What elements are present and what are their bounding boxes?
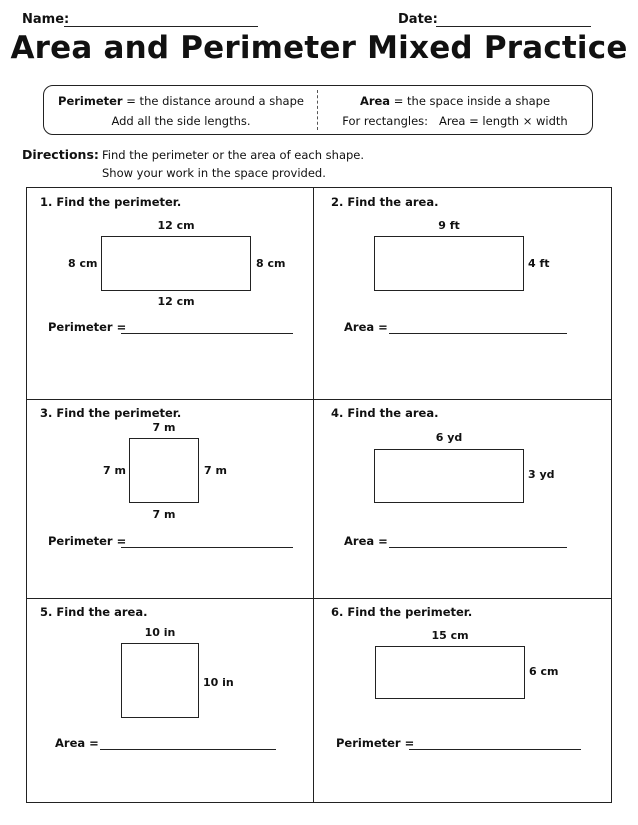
- problem-1-right-label: 8 cm: [256, 257, 286, 270]
- directions-line-1: Find the perimeter or the area of each shape.: [102, 148, 365, 162]
- problem-5-answer-field[interactable]: [100, 749, 276, 750]
- problem-3-square: [129, 438, 199, 503]
- problem-6-answer-field[interactable]: [409, 749, 581, 750]
- problem-4-answer-label: Area =: [344, 534, 388, 548]
- problem-6-right-label: 6 cm: [529, 665, 559, 678]
- problem-2-answer-field[interactable]: [389, 333, 567, 334]
- perimeter-term: Perimeter: [58, 94, 123, 108]
- problem-3-top-label: 7 m: [152, 421, 176, 434]
- problem-1-left-label: 8 cm: [68, 257, 98, 270]
- name-label: Name:: [22, 12, 70, 27]
- problem-2-answer-label: Area =: [344, 320, 388, 334]
- directions-line-2: Show your work in the space provided.: [102, 166, 326, 180]
- problem-3-answer-field[interactable]: [121, 547, 293, 548]
- problem-4-top-label: 6 yd: [435, 431, 463, 444]
- grid-divider-vertical: [313, 187, 314, 803]
- page-title: Area and Perimeter Mixed Practice: [10, 30, 628, 66]
- problem-3-left-label: 7 m: [103, 464, 126, 477]
- problem-4-answer-field[interactable]: [389, 547, 567, 548]
- problem-2-right-label: 4 ft: [528, 257, 550, 270]
- problem-2-rectangle: [374, 236, 524, 291]
- problem-1-answer-field[interactable]: [121, 333, 293, 334]
- problem-6-top-label: 15 cm: [431, 629, 469, 642]
- problem-1-top-label: 12 cm: [157, 219, 195, 232]
- area-rule: For rectangles: Area = length × width: [342, 114, 568, 128]
- definition-divider: [317, 90, 318, 130]
- problem-2-title: 2. Find the area.: [331, 195, 439, 209]
- problem-6-answer-label: Perimeter =: [336, 736, 415, 750]
- problem-4-rectangle: [374, 449, 524, 503]
- problem-5-title: 5. Find the area.: [40, 605, 148, 619]
- problem-5-top-label: 10 in: [144, 626, 176, 639]
- problem-5-square: [121, 643, 199, 718]
- perimeter-rule: Add all the side lengths.: [111, 114, 251, 128]
- problem-5-right-label: 10 in: [203, 676, 234, 689]
- problem-1-title: 1. Find the perimeter.: [40, 195, 182, 209]
- area-term: Area: [359, 94, 391, 108]
- date-label: Date:: [398, 12, 438, 27]
- problem-6-rectangle: [375, 646, 525, 699]
- problem-3-bottom-label: 7 m: [152, 508, 176, 521]
- problem-3-title: 3. Find the perimeter.: [40, 406, 182, 420]
- problem-1-answer-label: Perimeter =: [48, 320, 127, 334]
- problem-3-answer-label: Perimeter =: [48, 534, 127, 548]
- area-def-text: = the space inside a shape: [393, 94, 551, 108]
- grid-divider-row-1: [26, 399, 612, 400]
- perimeter-definition: [50, 94, 312, 108]
- name-field[interactable]: [64, 26, 258, 27]
- problem-6-title: 6. Find the perimeter.: [331, 605, 473, 619]
- problem-1-bottom-label: 12 cm: [157, 295, 195, 308]
- perimeter-def-text: = the distance around a shape: [126, 94, 304, 108]
- area-definition: [322, 94, 588, 108]
- problem-4-title: 4. Find the area.: [331, 406, 439, 420]
- problem-5-answer-label: Area =: [55, 736, 99, 750]
- problem-3-right-label: 7 m: [204, 464, 227, 477]
- date-field[interactable]: [436, 26, 591, 27]
- problem-1-rectangle: [101, 236, 251, 291]
- directions-label: Directions:: [22, 147, 99, 162]
- problem-2-top-label: 9 ft: [438, 219, 460, 232]
- problem-4-right-label: 3 yd: [528, 468, 555, 481]
- grid-divider-row-2: [26, 598, 612, 599]
